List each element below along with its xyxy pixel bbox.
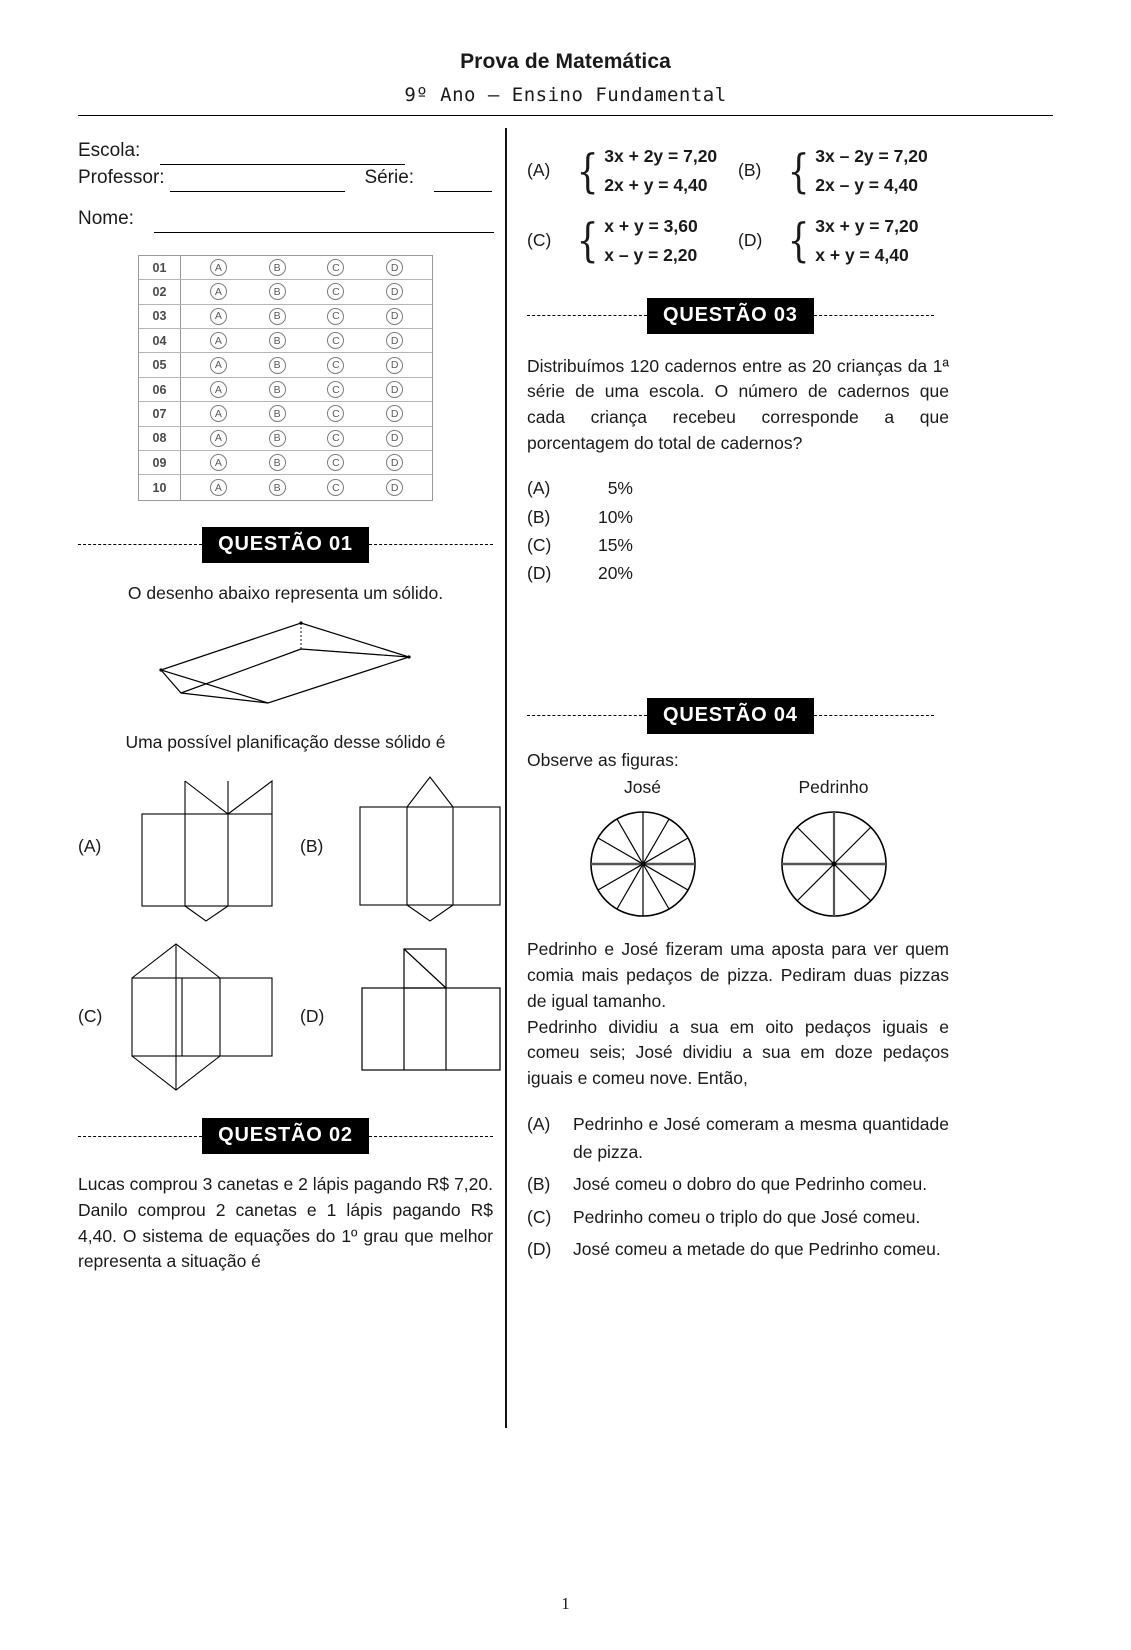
bubble-b[interactable]: B [269, 308, 286, 325]
equation-system-d [784, 212, 918, 270]
right-column [507, 128, 1027, 1428]
net-a-svg [120, 769, 300, 924]
equation-line-1: 3x – 2y = 7,20 [815, 146, 928, 166]
equation-line-2: 2x + y = 4,40 [604, 174, 708, 195]
answer-row-number: 06 [139, 378, 181, 401]
answer-row-number: 08 [139, 427, 181, 450]
bubble-a[interactable]: A [210, 405, 227, 422]
option-d-key: (D) [300, 1005, 325, 1026]
answer-row-bubbles[interactable] [181, 353, 432, 376]
question-04-label: QUESTÃO 04 [647, 698, 814, 734]
pizza-jose-label: José [624, 777, 661, 798]
net-row-bottom [78, 936, 493, 1096]
question-02-banner [78, 1118, 493, 1154]
prism-figure [78, 613, 493, 718]
content-columns [0, 128, 1131, 1428]
bubble-c[interactable]: C [327, 430, 344, 447]
question-04-options [527, 1110, 949, 1264]
equation-line-1: x + y = 3,60 [604, 215, 698, 236]
answer-row-bubbles[interactable] [181, 451, 432, 474]
answer-row[interactable] [139, 451, 432, 475]
net-c-svg [120, 936, 300, 1096]
banner-dash-left [78, 1136, 202, 1137]
option-c-key: (C) [78, 1005, 103, 1026]
bubble-c[interactable]: C [327, 405, 344, 422]
question-04-figures [527, 777, 949, 929]
banner-dash-left [527, 315, 647, 316]
question-04-option-a[interactable] [527, 1110, 949, 1167]
option-a-key: (A) [527, 1113, 551, 1134]
banner-dash-right [369, 1136, 493, 1137]
bubble-c[interactable]: C [327, 357, 344, 374]
answer-row-number: 01 [139, 256, 181, 279]
question-01-banner [78, 527, 493, 563]
bubble-d[interactable]: D [386, 332, 403, 349]
bubble-b[interactable]: B [269, 430, 286, 447]
question-04-option-d[interactable] [527, 1235, 949, 1263]
bubble-d[interactable]: D [386, 430, 403, 447]
bubble-c[interactable]: C [327, 381, 344, 398]
bubble-a[interactable]: A [210, 332, 227, 349]
bubble-a[interactable]: A [210, 357, 227, 374]
option-a-key: (A) [78, 836, 102, 857]
bubble-d[interactable]: D [386, 454, 403, 471]
answer-row-bubbles[interactable] [181, 305, 432, 328]
question-04-observe: Observe as figuras: [527, 749, 679, 770]
question-03-label: QUESTÃO 03 [647, 298, 814, 334]
net-d-svg [342, 936, 522, 1096]
answer-row-bubbles[interactable] [181, 280, 432, 303]
equation-line-1: 3x + 2y = 7,20 [604, 146, 718, 166]
option-c-key: (C) [527, 535, 552, 556]
bubble-a[interactable]: A [210, 430, 227, 447]
field-nome [78, 206, 493, 233]
banner-dash-right [814, 715, 934, 716]
question-01-option-c[interactable] [78, 936, 300, 1096]
answer-row[interactable] [139, 427, 432, 451]
bubble-c[interactable]: C [327, 283, 344, 300]
equation-system-b [784, 142, 928, 200]
answer-row-number: 10 [139, 475, 181, 499]
question-04-text-1: Pedrinho e José fizeram uma aposta para ver quem comia mais pedaços de pizza. Pediram duas pizzas de igual tamanho. [527, 939, 949, 1011]
option-c-key: (C) [527, 1206, 552, 1227]
bubble-b[interactable]: B [269, 332, 286, 349]
answer-row-number: 04 [139, 329, 181, 352]
bubble-a[interactable]: A [210, 283, 227, 300]
question-01-subprompt: Uma possível planificação desse sólido é [125, 731, 446, 752]
answer-row[interactable] [139, 353, 432, 377]
triangular-prism-svg [151, 613, 421, 718]
answer-row[interactable] [139, 256, 432, 280]
question-04-option-c[interactable] [527, 1203, 949, 1231]
bubble-c[interactable]: C [327, 479, 344, 496]
pizza-8-slices-icon [774, 804, 894, 924]
answer-row-bubbles[interactable] [181, 378, 432, 401]
equation-line-2: 2x – y = 4,40 [815, 174, 918, 195]
question-01-option-b[interactable] [300, 769, 522, 924]
option-b-text: José comeu o dobro do que Pedrinho comeu. [573, 1174, 928, 1195]
question-04-text-2: Pedrinho dividiu a sua em oito pedaços iguais e comeu seis; José dividiu a sua em doze pedaços iguais e comeu nove. Então, [527, 1016, 949, 1089]
question-03-option-c[interactable] [527, 531, 949, 559]
answer-row-number: 09 [139, 451, 181, 474]
question-01-prompt: O desenho abaixo representa um sólido. [127, 582, 444, 603]
brace-icon: { [576, 213, 599, 268]
question-02-option-c[interactable] [527, 212, 738, 270]
equation-line-2: x – y = 2,20 [604, 244, 698, 265]
bubble-c[interactable]: C [327, 259, 344, 276]
bubble-d[interactable]: D [386, 259, 403, 276]
banner-dash-right [814, 315, 934, 316]
bubble-d[interactable]: D [386, 381, 403, 398]
escola-label: Escola: [78, 140, 141, 161]
answer-sheet-grid[interactable] [138, 255, 433, 501]
bubble-a[interactable]: A [210, 381, 227, 398]
option-c-key: (C) [527, 230, 552, 251]
nome-label: Nome: [78, 207, 134, 229]
answer-row[interactable] [139, 402, 432, 426]
left-column [0, 128, 505, 1428]
bubble-a[interactable]: A [210, 308, 227, 325]
question-01-label: QUESTÃO 01 [202, 527, 369, 563]
option-b-key: (B) [300, 836, 324, 857]
pizza-jose [583, 777, 703, 929]
option-d-text: José comeu a metade do que Pedrinho comeu. [573, 1239, 941, 1260]
equation-system-a [573, 142, 717, 200]
bubble-d[interactable]: D [386, 357, 403, 374]
brace-icon: { [787, 213, 810, 268]
option-d-key: (D) [527, 1239, 552, 1260]
option-b-key: (B) [527, 1174, 551, 1195]
page-subtitle: 9º Ano – Ensino Fundamental [404, 84, 727, 106]
bubble-a[interactable]: A [210, 479, 227, 496]
option-c-text: Pedrinho comeu o triplo do que José comeu. [573, 1206, 921, 1227]
bubble-b[interactable]: B [269, 259, 286, 276]
bubble-b[interactable]: B [269, 405, 286, 422]
field-professor-serie [78, 165, 493, 192]
serie-input[interactable] [434, 175, 492, 192]
bubble-b[interactable]: B [269, 479, 286, 496]
answer-row-number: 03 [139, 305, 181, 328]
exam-page [0, 50, 1131, 1650]
bubble-b[interactable]: B [269, 454, 286, 471]
bubble-d[interactable]: D [386, 479, 403, 496]
question-03-banner [527, 298, 949, 334]
bubble-a[interactable]: A [210, 259, 227, 276]
net-b-svg [342, 769, 522, 924]
question-02-option-d[interactable] [738, 212, 949, 270]
question-03-option-d[interactable] [527, 559, 949, 587]
brace-icon: { [787, 143, 810, 198]
answer-row-bubbles[interactable] [181, 475, 432, 499]
option-d-value: 20% [597, 563, 633, 584]
student-info-form [78, 138, 493, 233]
answer-row[interactable] [139, 280, 432, 304]
bubble-d[interactable]: D [386, 283, 403, 300]
option-b-value: 10% [597, 506, 633, 527]
question-04-banner [527, 698, 949, 734]
header-divider [78, 115, 1053, 116]
answer-row-bubbles[interactable] [181, 402, 432, 425]
option-d-key: (D) [527, 563, 552, 584]
bubble-c[interactable]: C [327, 332, 344, 349]
question-04-option-b[interactable] [527, 1170, 949, 1198]
answer-row-bubbles[interactable] [181, 329, 432, 352]
pizza-pedrinho [774, 777, 894, 929]
question-02-option-b[interactable] [738, 142, 949, 200]
bubble-c[interactable]: C [327, 454, 344, 471]
option-a-key: (A) [527, 160, 551, 181]
option-a-value: 5% [607, 478, 633, 499]
question-02-text: Lucas comprou 3 canetas e 2 lápis pagando R$ 7,20. Danilo comprou 2 canetas e 1 lápis pagando R$ 4,40. O sistema de equações do 1º grau que melhor representa a situação é [78, 1174, 493, 1272]
answer-row-number: 07 [139, 402, 181, 425]
bubble-c[interactable]: C [327, 308, 344, 325]
answer-row[interactable] [139, 475, 432, 499]
bubble-d[interactable]: D [386, 308, 403, 325]
field-escola [78, 138, 493, 165]
answer-row-bubbles[interactable] [181, 427, 432, 450]
brace-icon: { [576, 143, 599, 198]
answer-row[interactable] [139, 378, 432, 402]
answer-row-bubbles[interactable] [181, 256, 432, 279]
question-02-label: QUESTÃO 02 [202, 1118, 369, 1154]
pizza-12-slices-icon [583, 804, 703, 924]
banner-dash-left [527, 715, 647, 716]
question-02-option-a[interactable] [527, 142, 738, 200]
equation-line-1: 3x + y = 7,20 [815, 215, 919, 236]
question-03-option-a[interactable] [527, 474, 949, 502]
escola-input[interactable] [160, 148, 405, 165]
serie-label: Série: [364, 166, 415, 188]
banner-dash-right [369, 544, 493, 545]
bubble-b[interactable]: B [269, 283, 286, 300]
option-a-key: (A) [527, 478, 551, 499]
option-b-key: (B) [738, 160, 762, 181]
bubble-a[interactable]: A [210, 454, 227, 471]
bubble-b[interactable]: B [269, 381, 286, 398]
question-03-options [527, 474, 949, 587]
option-a-text: Pedrinho e José comeram a mesma quantidade de pizza. [573, 1113, 949, 1163]
option-b-key: (B) [527, 506, 551, 527]
professor-label: Professor: [78, 166, 165, 188]
question-03-option-b[interactable] [527, 503, 949, 531]
pizza-pedrinho-label: Pedrinho [798, 777, 869, 798]
answer-row-number: 02 [139, 280, 181, 303]
page-title: Prova de Matemática [460, 50, 671, 73]
question-01-option-d[interactable] [300, 936, 522, 1096]
equation-line-2: x + y = 4,40 [815, 244, 909, 265]
nome-input[interactable] [154, 216, 494, 233]
question-01-option-a[interactable] [78, 769, 300, 924]
banner-dash-left [78, 544, 202, 545]
professor-input[interactable] [170, 175, 345, 192]
answer-row-number: 05 [139, 353, 181, 376]
bubble-b[interactable]: B [269, 357, 286, 374]
question-02-options [527, 142, 949, 282]
page-number: 1 [561, 1594, 570, 1613]
answer-row[interactable] [139, 329, 432, 353]
net-row-top [78, 769, 493, 924]
option-d-key: (D) [738, 230, 763, 251]
question-01-option-figures [78, 769, 493, 1096]
answer-row[interactable] [139, 305, 432, 329]
question-03-text: Distribuímos 120 cadernos entre as 20 crianças da 1ª série de uma escola. O número de cadernos que cada criança recebeu corresponde a que porcentagem do total de cadernos? [527, 355, 949, 453]
option-c-value: 15% [597, 535, 633, 556]
equation-system-c [573, 212, 698, 270]
bubble-d[interactable]: D [386, 405, 403, 422]
